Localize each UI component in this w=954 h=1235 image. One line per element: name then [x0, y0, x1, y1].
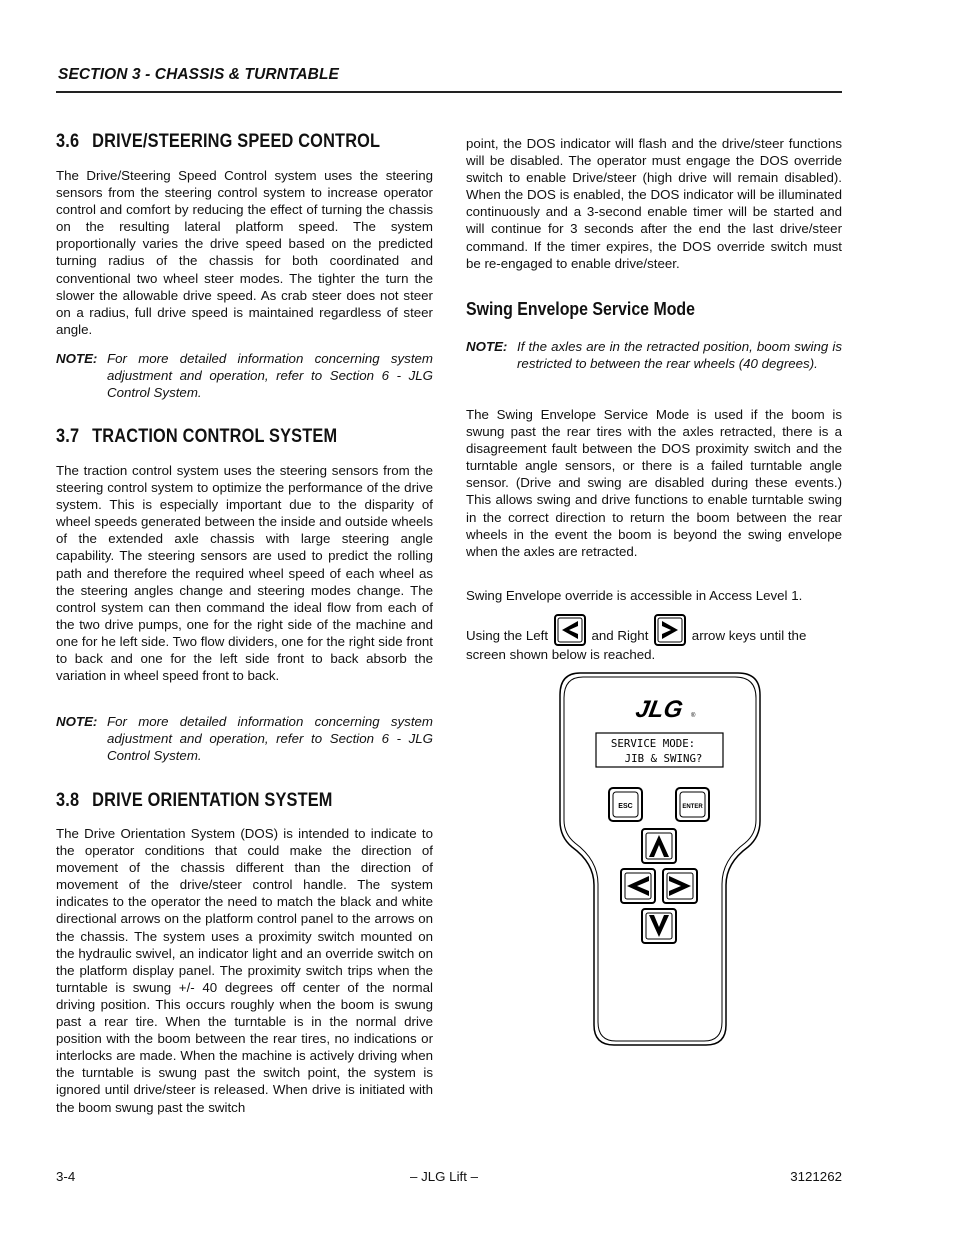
page-number: 3-4 [56, 1169, 76, 1184]
swing-para2: Swing Envelope override is accessible in Access Level 1. [466, 588, 803, 603]
screen-line-1: SERVICE MODE: [610, 736, 696, 751]
left-arrow-key-icon [554, 614, 586, 646]
analyzer-device-illustration [558, 671, 762, 1047]
svg-text:ENTER: ENTER [682, 804, 703, 810]
right-arrow-key-icon [663, 869, 697, 903]
left-arrow-key-icon [621, 869, 655, 903]
screen-line-2: JIB & SWING? [624, 751, 703, 766]
footer-center: – JLG Lift – [410, 1169, 478, 1184]
down-arrow-key-icon [642, 909, 676, 943]
section-3-7-heading: 3.7 TRACTION CONTROL SYSTEM [56, 426, 338, 447]
section-3-6-heading: 3.6 DRIVE/STEERING SPEED CONTROL [56, 131, 381, 152]
svg-text:ESC: ESC [618, 803, 633, 810]
swing-heading: Swing Envelope Service Mode [466, 298, 696, 319]
section-3-8-heading: 3.8 DRIVE ORIENTATION SYSTEM [56, 790, 333, 811]
section-3-8-continued: point, the DOS indicator will flash and the drive/steer functions will be disabled. The operator must engage the DOS override switch to enable Drive/steer (high drive will remain disabled). When the DOS is enabled, the DOS indicator will be illuminated continuously and a 3-second enable timer will be started and will continue for 3 seconds after the end the last drive/steer command. If the timer expires, the DOS override switch must be re-engaged to enable drive/steer. [466, 136, 842, 271]
right-arrow-key-icon [654, 614, 686, 646]
svg-text:JLG: JLG [633, 696, 685, 723]
swing-note: NOTE: If the axles are in the retracted position, boom swing is restricted to between the rear wheels (40 degrees). [466, 339, 842, 372]
section-3-7-note: NOTE: For more detailed information concerning system adjustment and operation, refer to Section 6 - JLG Control System. [56, 714, 433, 764]
enter-key [676, 788, 709, 821]
swing-para3: Using the Left and Right arrow keys until the screen shown below is reached. [466, 614, 842, 663]
esc-key [609, 788, 642, 821]
header-rule [56, 91, 842, 93]
swing-para1: The Swing Envelope Service Mode is used if the boom is swung past the rear tires with the axles retracted, there is a disagreement fault between the DOS proximity switch and the turntable angle sensors, or there is a failed turntable angle sensor. (Drive and swing are disabled during these events.) This allows swing and drive functions to enable turntable swing in the correct direction to return the boom between the rear wheels in the event the boom is beyond the swing envelope when the axles are retracted. [466, 407, 842, 559]
up-arrow-key-icon [642, 829, 676, 863]
section-header: SECTION 3 - CHASSIS & TURNTABLE [58, 66, 339, 83]
section-3-8-body: The Drive Orientation System (DOS) is intended to indicate to the operator conditions that could make the direction of movement of the chassis different than the direction of movement of the drive/steer control handle. The system indicates to the operator the need to match the black and white directional arrows on the platform control panel to the arrows on the chassis. The system uses a proximity switch mounted on the hydraulic swivel, an indicator light and an override switch on the platform display panel. The proximity switch trips when the turntable is swung +/- 40 degrees off center of the normal driving position. This occurs roughly when the boom is swung past a rear tire. When the turntable is in the normal drive position with the boom between the rear tires, no indications or interlocks are made. When the machine is actively driving when the turntable is swung past the switch point, the system is ignored until drive/steer is released. When drive is initiated with the boom swung past the switch [56, 826, 433, 1115]
section-3-7-body: The traction control system uses the steering sensors from the steering control system to optimize the performance of the drive system. This is especially important due to the disparity of wheel speeds generated between the inside and outside wheels of the extended axle chassis with large steering angle capability. The steering sensors are used to predict the rolling path and therefore the required wheel speed of each wheel as the steering angles change and steering modes change. The control system can then command the ideal flow from each of the two drive pumps, one for the right side of the machine and one for he left side. Two flow dividers, one for the right side front to back and one for the left side front to back absorb the variation in wheel speed front to back. [56, 463, 434, 684]
section-3-6-body: The Drive/Steering Speed Control system uses the steering sensors from the steering control system to increase operator control and comfort by reducing the effect of turning the chassis on the resulting lateral platform speed. The system proportionally varies the drive speed based on the predicted turning radius of the chassis for both coordinated and conventional two wheel steer modes. The tighter the turn the slower the allowable drive speed. As crab steer does not steer on a radius, full drive speed is maintained regardless of steer angle. [56, 168, 433, 337]
document-number: 3121262 [790, 1169, 842, 1184]
section-3-6-note: NOTE: For more detailed information concerning system adjustment and operation, refer to Section 6 - JLG Control System. [56, 351, 433, 401]
svg-text:®: ® [691, 713, 696, 719]
